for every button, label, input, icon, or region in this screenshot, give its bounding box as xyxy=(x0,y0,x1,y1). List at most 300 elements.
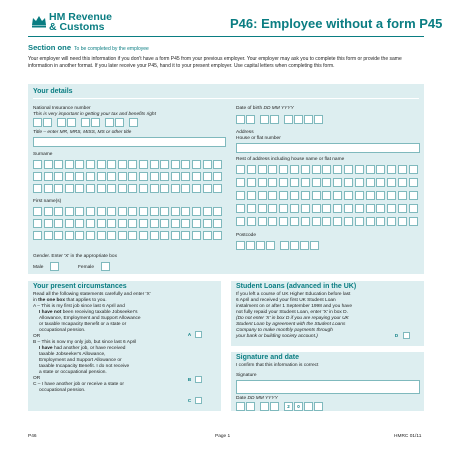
section-one-heading xyxy=(28,43,149,52)
surname-char-box[interactable] xyxy=(181,184,190,193)
option-b-line-1: B – This is now my only job, but since last 6 April xyxy=(33,340,137,345)
first-name-char-box[interactable] xyxy=(65,231,74,240)
address-char-box[interactable] xyxy=(312,217,321,226)
address-char-box[interactable] xyxy=(333,217,342,226)
student-loans-heading: Student Loans (advanced in the UK) xyxy=(236,283,357,290)
surname-char-box[interactable] xyxy=(44,160,53,169)
option-d-letter: D xyxy=(394,333,399,338)
surname-char-box[interactable] xyxy=(213,160,222,169)
surname-char-box[interactable] xyxy=(128,184,137,193)
address-char-box[interactable] xyxy=(333,178,342,187)
address-char-box[interactable] xyxy=(355,178,364,187)
first-name-char-box[interactable] xyxy=(139,231,148,240)
your-details-heading: Your details xyxy=(33,88,73,95)
first-name-char-box[interactable] xyxy=(86,231,95,240)
dob-char-box[interactable] xyxy=(236,115,245,124)
address-char-box[interactable] xyxy=(312,165,321,174)
first-name-char-box[interactable] xyxy=(192,219,201,228)
surname-char-box[interactable] xyxy=(160,184,169,193)
address-char-box[interactable] xyxy=(366,165,375,174)
address-char-box[interactable] xyxy=(344,191,353,200)
first-name-char-box[interactable] xyxy=(33,231,42,240)
address-char-box[interactable] xyxy=(236,204,245,213)
option-c-letter: C xyxy=(187,398,192,403)
house-number-input[interactable] xyxy=(236,143,420,153)
surname-char-box[interactable] xyxy=(97,172,106,181)
surname-char-box[interactable] xyxy=(139,172,148,181)
section-one-intro: Your employer will need this information if you don't have a form P45 from your previous employer. Your employer may ask you to complete this form or provide the same information in another format. If you later receive your P45, hand it to your present employer. Use capital letters when completing this form. xyxy=(28,56,402,69)
surname-char-box[interactable] xyxy=(171,184,180,193)
title-input[interactable] xyxy=(33,137,226,147)
title-label: Title – enter MR, MRS, MISS, MS or other title xyxy=(33,130,132,135)
instruction-2b: the one box xyxy=(38,298,65,303)
address-char-box[interactable] xyxy=(376,178,385,187)
surname-char-box[interactable] xyxy=(33,184,42,193)
option-b-letter: B xyxy=(187,377,192,382)
first-name-char-box[interactable] xyxy=(97,207,106,216)
first-name-char-box[interactable] xyxy=(118,207,127,216)
option-a-rest: been receiving taxable Jobseeker's xyxy=(61,310,138,315)
surname-char-box[interactable] xyxy=(181,160,190,169)
house-label: House or flat number xyxy=(236,136,281,141)
postcode-char-box[interactable] xyxy=(236,241,245,250)
address-char-box[interactable] xyxy=(290,165,299,174)
address-char-box[interactable] xyxy=(312,204,321,213)
option-c-line-2: occupational pension. xyxy=(39,388,86,393)
instruction-2a: in xyxy=(33,298,39,303)
first-name-char-box[interactable] xyxy=(118,219,127,228)
hmrc-logo-text xyxy=(49,12,112,32)
address-char-box[interactable] xyxy=(247,217,256,226)
address-char-box[interactable] xyxy=(290,178,299,187)
address-char-box[interactable] xyxy=(301,204,310,213)
first-names-label: First name(s) xyxy=(33,199,62,204)
first-name-char-box[interactable] xyxy=(181,207,190,216)
your-details-rule xyxy=(33,98,419,99)
date-char-box[interactable] xyxy=(304,402,313,411)
address-char-box[interactable] xyxy=(366,204,375,213)
student-loans-line-2: 6 April and received your first UK Student Loan xyxy=(236,298,336,303)
address-char-box[interactable] xyxy=(355,217,364,226)
first-name-char-box[interactable] xyxy=(203,231,212,240)
address-char-box[interactable] xyxy=(322,165,331,174)
first-name-char-box[interactable] xyxy=(150,231,159,240)
instruction-2c: that applies to you. xyxy=(65,298,107,303)
surname-char-box[interactable] xyxy=(44,184,53,193)
address-char-box[interactable] xyxy=(387,204,396,213)
address-char-box[interactable] xyxy=(387,165,396,174)
first-name-char-box[interactable] xyxy=(203,219,212,228)
date-char-box[interactable] xyxy=(260,402,269,411)
first-name-char-box[interactable] xyxy=(54,231,63,240)
option-b-line-4: Employment and Support Allowance or xyxy=(39,358,122,363)
address-char-box[interactable] xyxy=(247,165,256,174)
address-char-box[interactable] xyxy=(268,178,277,187)
address-char-box[interactable] xyxy=(236,178,245,187)
address-char-box[interactable] xyxy=(409,165,418,174)
footer-form-code: P46 xyxy=(28,434,37,439)
first-name-char-box[interactable] xyxy=(128,231,137,240)
student-loans-line-3: instalment on or after 1 September 1998 and you have xyxy=(236,304,352,309)
address-char-box[interactable] xyxy=(322,191,331,200)
surname-char-box[interactable] xyxy=(44,172,53,181)
option-b-line-6: a state or occupational pension. xyxy=(39,370,107,375)
first-name-char-box[interactable] xyxy=(192,231,201,240)
section-one-title: Section one xyxy=(28,43,72,52)
address-char-box[interactable] xyxy=(376,165,385,174)
first-name-char-box[interactable] xyxy=(160,219,169,228)
address-char-box[interactable] xyxy=(301,178,310,187)
date-char-box[interactable] xyxy=(314,402,323,411)
surname-char-box[interactable] xyxy=(203,160,212,169)
first-name-char-box[interactable] xyxy=(171,219,180,228)
surname-char-box[interactable] xyxy=(107,184,116,193)
first-name-char-box[interactable] xyxy=(213,207,222,216)
footer-version: HMRC 01/11 xyxy=(394,434,422,439)
address-char-box[interactable] xyxy=(279,204,288,213)
first-name-char-box[interactable] xyxy=(128,219,137,228)
address-char-box[interactable] xyxy=(301,191,310,200)
postcode-char-box[interactable] xyxy=(300,241,309,250)
ni-char-box[interactable] xyxy=(105,118,114,127)
ni-char-box[interactable] xyxy=(81,118,90,127)
address-char-box[interactable] xyxy=(398,178,407,187)
surname-char-box[interactable] xyxy=(139,160,148,169)
signature-input[interactable] xyxy=(236,380,420,394)
section-one-note: To be completed by the employee xyxy=(74,46,149,52)
first-name-char-box[interactable] xyxy=(160,207,169,216)
address-char-box[interactable] xyxy=(279,165,288,174)
address-char-box[interactable] xyxy=(387,191,396,200)
surname-char-box[interactable] xyxy=(160,160,169,169)
female-checkbox[interactable] xyxy=(101,262,110,271)
ni-label: National Insurance number xyxy=(33,106,91,111)
male-label: Male xyxy=(33,265,44,270)
address-char-box[interactable] xyxy=(290,217,299,226)
option-a-line-4: or taxable Incapacity Benefit or a state or xyxy=(39,322,127,327)
surname-char-box[interactable] xyxy=(213,172,222,181)
surname-char-box[interactable] xyxy=(128,172,137,181)
address-char-box[interactable] xyxy=(409,178,418,187)
surname-char-box[interactable] xyxy=(97,160,106,169)
date-char-box[interactable] xyxy=(270,402,279,411)
surname-char-box[interactable] xyxy=(33,160,42,169)
option-a-letter: A xyxy=(187,332,192,337)
first-name-char-box[interactable] xyxy=(107,219,116,228)
address-char-box[interactable] xyxy=(398,204,407,213)
surname-char-box[interactable] xyxy=(86,160,95,169)
first-name-char-box[interactable] xyxy=(213,219,222,228)
option-b-bold: I have xyxy=(39,346,53,351)
surname-char-box[interactable] xyxy=(107,160,116,169)
address-char-box[interactable] xyxy=(333,165,342,174)
surname-char-box[interactable] xyxy=(192,184,201,193)
first-name-char-box[interactable] xyxy=(128,207,137,216)
surname-char-box[interactable] xyxy=(128,160,137,169)
surname-char-box[interactable] xyxy=(65,160,74,169)
first-name-char-box[interactable] xyxy=(213,231,222,240)
address-char-box[interactable] xyxy=(301,165,310,174)
ni-char-box[interactable] xyxy=(67,118,76,127)
address-char-box[interactable] xyxy=(258,217,267,226)
surname-char-box[interactable] xyxy=(139,184,148,193)
option-b-rest: had another job, or have received xyxy=(52,346,126,351)
dob-char-box[interactable] xyxy=(314,115,323,124)
ni-note: This is very important in getting your tax and benefits right xyxy=(33,112,156,117)
address-char-box[interactable] xyxy=(398,165,407,174)
address-char-box[interactable] xyxy=(247,204,256,213)
surname-char-box[interactable] xyxy=(203,184,212,193)
dob-label-text: Date of birth xyxy=(236,106,263,111)
postcode-char-box[interactable] xyxy=(290,241,299,250)
dob-char-box[interactable] xyxy=(284,115,293,124)
signature-label: Signature xyxy=(236,373,257,378)
ni-char-box[interactable] xyxy=(91,118,100,127)
surname-char-box[interactable] xyxy=(118,184,127,193)
address-char-box[interactable] xyxy=(236,191,245,200)
address-char-box[interactable] xyxy=(290,204,299,213)
address-char-box[interactable] xyxy=(387,217,396,226)
address-char-box[interactable] xyxy=(376,191,385,200)
option-a-line-1: A – This is my first job since last 6 April and xyxy=(33,304,125,309)
postcode-char-box[interactable] xyxy=(256,241,265,250)
address-char-box[interactable] xyxy=(355,204,364,213)
address-char-box[interactable] xyxy=(258,204,267,213)
address-char-box[interactable] xyxy=(268,204,277,213)
circumstances-heading: Your present circumstances xyxy=(33,283,127,290)
address-char-box[interactable] xyxy=(322,204,331,213)
address-char-box[interactable] xyxy=(236,165,245,174)
student-loans-line-5: (Do not enter 'X' in box D if you are repaying your UK xyxy=(236,316,349,321)
date-char-box[interactable]: 2 xyxy=(284,402,293,411)
surname-char-box[interactable] xyxy=(75,172,84,181)
first-name-char-box[interactable] xyxy=(181,219,190,228)
surname-label: Surname xyxy=(33,152,53,157)
surname-char-box[interactable] xyxy=(86,172,95,181)
address-char-box[interactable] xyxy=(312,178,321,187)
dob-char-box[interactable] xyxy=(294,115,303,124)
address-char-box[interactable] xyxy=(333,204,342,213)
option-c-checkbox[interactable] xyxy=(195,397,202,404)
first-name-char-box[interactable] xyxy=(139,219,148,228)
address-char-box[interactable] xyxy=(366,178,375,187)
address-char-box[interactable] xyxy=(355,165,364,174)
option-a-checkbox[interactable] xyxy=(195,331,202,338)
footer-page-number: Page 1 xyxy=(215,434,231,439)
crown-logo-icon xyxy=(31,14,47,28)
date-label-text: Date xyxy=(236,396,247,401)
dob-char-box[interactable] xyxy=(304,115,313,124)
first-name-char-box[interactable] xyxy=(160,231,169,240)
header-divider xyxy=(28,36,424,37)
first-name-char-box[interactable] xyxy=(171,231,180,240)
address-char-box[interactable] xyxy=(322,178,331,187)
gender-label: Gender. Enter 'X' in the appropriate box xyxy=(33,254,117,259)
address-char-box[interactable] xyxy=(279,191,288,200)
address-char-box[interactable] xyxy=(366,217,375,226)
student-loans-line-4: not fully repaid your Student Loan, enter 'X' in box D. xyxy=(236,310,348,315)
address-char-box[interactable] xyxy=(409,217,418,226)
ni-char-box[interactable] xyxy=(33,118,42,127)
address-char-box[interactable] xyxy=(247,178,256,187)
male-checkbox[interactable] xyxy=(50,262,59,271)
option-c-line-1: C – I have another job or receive a state or xyxy=(33,382,124,387)
first-name-char-box[interactable] xyxy=(75,231,84,240)
surname-char-box[interactable] xyxy=(118,172,127,181)
surname-char-box[interactable] xyxy=(75,184,84,193)
or-separator-2: OR xyxy=(33,376,41,381)
surname-char-box[interactable] xyxy=(150,172,159,181)
address-char-box[interactable] xyxy=(333,191,342,200)
address-char-box[interactable] xyxy=(398,217,407,226)
ni-char-box[interactable] xyxy=(129,118,138,127)
option-b-line-5: taxable Incapacity Benefit. I do not receive xyxy=(39,364,130,369)
surname-char-box[interactable] xyxy=(118,160,127,169)
address-char-box[interactable] xyxy=(279,178,288,187)
surname-char-box[interactable] xyxy=(97,184,106,193)
postcode-char-box[interactable] xyxy=(246,241,255,250)
address-char-box[interactable] xyxy=(366,191,375,200)
first-name-char-box[interactable] xyxy=(65,219,74,228)
surname-char-box[interactable] xyxy=(150,160,159,169)
address-char-box[interactable] xyxy=(247,191,256,200)
rest-address-label: Rest of address including house name or flat name xyxy=(236,157,345,162)
first-name-char-box[interactable] xyxy=(44,207,53,216)
first-name-char-box[interactable] xyxy=(54,207,63,216)
first-name-char-box[interactable] xyxy=(150,219,159,228)
date-char-box[interactable] xyxy=(246,402,255,411)
surname-char-box[interactable] xyxy=(86,184,95,193)
page-title: P46: Employee without a form P45 xyxy=(230,16,443,31)
address-char-box[interactable] xyxy=(268,217,277,226)
address-char-box[interactable] xyxy=(398,191,407,200)
surname-char-box[interactable] xyxy=(54,172,63,181)
address-char-box[interactable] xyxy=(279,217,288,226)
surname-char-box[interactable] xyxy=(65,184,74,193)
surname-char-box[interactable] xyxy=(181,172,190,181)
ni-char-box[interactable] xyxy=(115,118,124,127)
first-name-char-box[interactable] xyxy=(44,231,53,240)
confirm-text: I confirm that this information is correct xyxy=(236,363,319,368)
postcode-char-box[interactable] xyxy=(280,241,289,250)
dob-format: DD MM YYYY xyxy=(263,106,294,111)
option-a-line-3: Allowance, Employment and Support Allowance xyxy=(39,316,141,321)
surname-char-box[interactable] xyxy=(171,160,180,169)
option-a-bold: I have not xyxy=(39,310,62,315)
surname-char-box[interactable] xyxy=(75,160,84,169)
instruction-line-1: Read all the following statements carefully and enter 'X' xyxy=(33,292,151,297)
postcode-char-box[interactable] xyxy=(310,241,319,250)
address-char-box[interactable] xyxy=(387,178,396,187)
first-name-char-box[interactable] xyxy=(75,207,84,216)
address-char-box[interactable] xyxy=(376,204,385,213)
first-name-char-box[interactable] xyxy=(171,207,180,216)
address-char-box[interactable] xyxy=(258,191,267,200)
surname-char-box[interactable] xyxy=(54,160,63,169)
address-char-box[interactable] xyxy=(312,191,321,200)
surname-char-box[interactable] xyxy=(213,184,222,193)
first-name-char-box[interactable] xyxy=(97,231,106,240)
surname-char-box[interactable] xyxy=(171,172,180,181)
address-char-box[interactable] xyxy=(409,204,418,213)
first-name-char-box[interactable] xyxy=(192,207,201,216)
first-name-char-box[interactable] xyxy=(150,207,159,216)
address-char-box[interactable] xyxy=(236,217,245,226)
surname-char-box[interactable] xyxy=(192,172,201,181)
student-loans-line-8: your bank or building society account.) xyxy=(236,334,318,339)
first-name-char-box[interactable] xyxy=(86,219,95,228)
address-char-box[interactable] xyxy=(322,217,331,226)
surname-char-box[interactable] xyxy=(192,160,201,169)
address-char-box[interactable] xyxy=(376,217,385,226)
option-b-line-3: taxable Jobseeker's Allowance, xyxy=(39,352,106,357)
address-char-box[interactable] xyxy=(258,165,267,174)
first-name-char-box[interactable] xyxy=(181,231,190,240)
logo-line-1: HM Revenue xyxy=(49,11,113,23)
address-char-box[interactable] xyxy=(268,165,277,174)
address-char-box[interactable] xyxy=(355,191,364,200)
surname-char-box[interactable] xyxy=(54,184,63,193)
or-separator-1: OR xyxy=(33,334,41,339)
ni-char-box[interactable] xyxy=(57,118,66,127)
signature-heading: Signature and date xyxy=(236,354,300,361)
address-char-box[interactable] xyxy=(290,191,299,200)
first-name-char-box[interactable] xyxy=(97,219,106,228)
option-b-checkbox[interactable] xyxy=(195,376,202,383)
student-loans-line-7: Company to make monthly payments through xyxy=(236,328,333,333)
first-name-char-box[interactable] xyxy=(139,207,148,216)
first-name-char-box[interactable] xyxy=(33,219,42,228)
option-d-checkbox[interactable] xyxy=(403,332,410,339)
address-label: Address xyxy=(236,130,254,135)
dob-char-box[interactable] xyxy=(246,115,255,124)
postcode-char-box[interactable] xyxy=(266,241,275,250)
dob-char-box[interactable] xyxy=(270,115,279,124)
surname-char-box[interactable] xyxy=(203,172,212,181)
address-char-box[interactable] xyxy=(258,178,267,187)
first-name-char-box[interactable] xyxy=(118,231,127,240)
surname-char-box[interactable] xyxy=(150,184,159,193)
surname-char-box[interactable] xyxy=(65,172,74,181)
first-name-char-box[interactable] xyxy=(44,219,53,228)
address-char-box[interactable] xyxy=(344,217,353,226)
first-name-char-box[interactable] xyxy=(107,207,116,216)
first-name-char-box[interactable] xyxy=(65,207,74,216)
date-char-box[interactable] xyxy=(236,402,245,411)
ni-char-box[interactable] xyxy=(43,118,52,127)
surname-char-box[interactable] xyxy=(160,172,169,181)
dob-char-box[interactable] xyxy=(260,115,269,124)
surname-char-box[interactable] xyxy=(33,172,42,181)
address-char-box[interactable] xyxy=(344,178,353,187)
first-name-char-box[interactable] xyxy=(33,207,42,216)
first-name-char-box[interactable] xyxy=(203,207,212,216)
surname-char-box[interactable] xyxy=(107,172,116,181)
first-name-char-box[interactable] xyxy=(107,231,116,240)
first-name-char-box[interactable] xyxy=(86,207,95,216)
address-char-box[interactable] xyxy=(301,217,310,226)
address-char-box[interactable] xyxy=(344,165,353,174)
address-char-box[interactable] xyxy=(268,191,277,200)
first-name-char-box[interactable] xyxy=(54,219,63,228)
first-name-char-box[interactable] xyxy=(75,219,84,228)
address-char-box[interactable] xyxy=(344,204,353,213)
address-char-box[interactable] xyxy=(409,191,418,200)
student-loans-line-1: If you left a course of UK Higher Education before last xyxy=(236,292,351,297)
date-format: DD MM YYYY xyxy=(247,396,278,401)
date-char-box[interactable]: 0 xyxy=(294,402,303,411)
postcode-label: Postcode xyxy=(236,233,257,238)
